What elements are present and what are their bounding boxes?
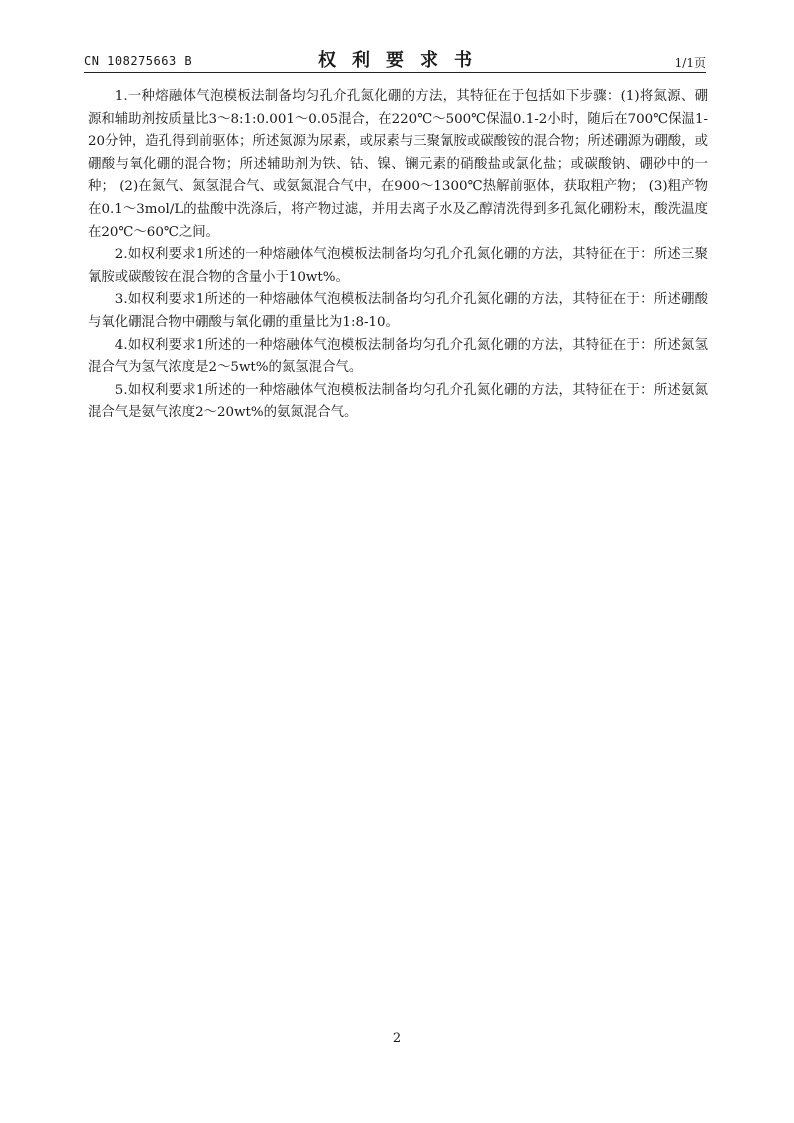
claim-5: 5.如权利要求1所述的一种熔融体气泡模板法制备均匀孔介孔氮化硼的方法，其特征在于：所述氨氮混合气是氨气浓度2～20wt%的氨氮混合气。 [88, 382, 708, 421]
claim-1: 1.一种熔融体气泡模板法制备均匀孔介孔氮化硼的方法，其特征在于包括如下步骤：(1)将氮源、硼源和辅助剂按质量比3～8:1:0.001～0.05混合，在220℃～500℃保温0.1-2小时，随后在700℃保温1-20分钟，造孔得到前驱体；所述氮源为尿素，或尿素与三聚氰胺或碳酸铵的混合物；所述硼源为硼酸，或硼酸与氧化硼的混合物；所述辅助剂为铁、钴、镍、镧元素的硝酸盐或氯化盐；或碳酸钠、硼砂中的一种； (2)在氮气、氮氢混合气、或氨氮混合气中，在900～1300℃热解前驱体，获取粗产物； (3)粗产物在0.1～3mol/L的盐酸中洗涤后，将产物过滤，并用去离子水及乙醇清洗得到多孔氮化硼粉末，酸洗温度在20℃～60℃之间。 [88, 89, 708, 240]
claims-section [88, 86, 708, 425]
claim-4: 4.如权利要求1所述的一种熔融体气泡模板法制备均匀孔介孔氮化硼的方法，其特征在于：所述氮氢混合气为氢气浓度是2～5wt%的氮氢混合气。 [88, 337, 708, 376]
document-title: 权利要求书 [318, 50, 488, 71]
header-divider [84, 72, 706, 73]
page-number: 2 [392, 1031, 402, 1046]
claim-3: 3.如权利要求1所述的一种熔融体气泡模板法制备均匀孔介孔氮化硼的方法，其特征在于：所述硼酸与氧化硼混合物中硼酸与氧化硼的重量比为1:8-10。 [88, 292, 708, 330]
claim-2: 2.如权利要求1所述的一种熔融体气泡模板法制备均匀孔介孔氮化硼的方法，其特征在于：所述三聚氰胺或碳酸铵在混合物的含量小于10wt%。 [88, 247, 708, 285]
page-count: 1/1页 [674, 56, 706, 70]
patent-number: CN 108275663 B [84, 54, 193, 68]
page-header [84, 44, 706, 70]
